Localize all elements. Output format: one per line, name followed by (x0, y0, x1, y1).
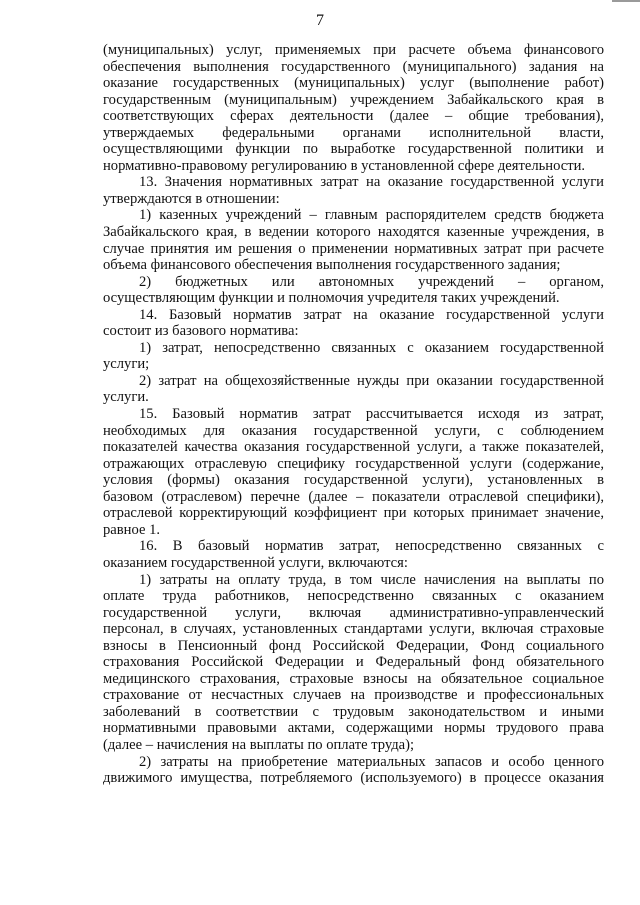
text-line: Забайкальского края, в ведении которого находятся казенные учреждения, в (103, 224, 604, 241)
text-line: 2) бюджетных или автономных учреждений – органом, (139, 273, 604, 290)
text-line: обеспечения выполнения государственного (муниципального) задания на (103, 58, 604, 75)
text-line: заболеваний в соответствии с трудовым законодательством и иными (103, 703, 604, 720)
text-line: состоит из базового норматива: (103, 323, 299, 340)
text-line: нормативными правовыми актами, содержащими нормы трудового права (103, 720, 604, 737)
text-line: утверждаемых федеральными органами исполнительной власти, (103, 124, 604, 141)
text-line: (муниципальных) услуг, применяемых при расчете объема финансового (103, 42, 604, 58)
text-line: 14. Базовый норматив затрат на оказание государственной услуги (139, 306, 604, 323)
text-line: государственной услуги, включая административно-управленческий (103, 604, 604, 621)
text-line: (далее – начисления на выплаты по оплате труда); (103, 736, 415, 753)
text-line: оказание государственных (муниципальных) услуг (выполнение работ) (103, 75, 604, 92)
text-line: отражающих отраслевую специфику государственной услуги (содержание, (103, 455, 604, 472)
text-line: утверждаются в отношении: (103, 190, 280, 207)
text-line: 2) затраты на приобретение материальных запасов и особо ценного (139, 753, 604, 770)
text-line: показателей качества оказания государственной услуги, а также показателей, (103, 439, 604, 456)
text-line: 1) казенных учреждений – главным распорядителем средств бюджета (139, 207, 604, 224)
text-line: случае принятия им решения о применении нормативных затрат при расчете (103, 240, 604, 257)
text-line: объема финансового обеспечения выполнения государственного задания; (103, 257, 561, 274)
text-line: медицинского страхования, страховые взносы на обязательное социальное (103, 670, 604, 687)
document-body-text (103, 42, 604, 787)
text-line: необходимых для оказания государственной услуги, с соблюдением (103, 422, 604, 439)
text-line: страхование от несчастных случаев на производстве и профессиональных (103, 687, 604, 704)
text-line: осуществляющим функции и полномочия учредителя таких учреждений. (103, 290, 560, 307)
text-line: взносы в Пенсионный фонд Российской Федерации, Фонд социального (103, 637, 604, 654)
text-line: условия (формы) оказания государственной услуги), установленных в (103, 472, 604, 489)
text-line: осуществляющими функции по выработке государственной политики и (103, 141, 604, 158)
text-line: страхования Российской Федерации и Федеральный фонд обязательного (103, 654, 604, 671)
text-line: 16. В базовый норматив затрат, непосредственно связанных с (139, 538, 604, 555)
text-line: государственным (муниципальным) учреждением Забайкальского края в (103, 91, 604, 108)
text-line: равное 1. (103, 521, 161, 538)
text-line: оказанием государственной услуги, включаются: (103, 554, 408, 571)
text-line: 2) затрат на общехозяйственные нужды при оказании государственной (139, 372, 604, 389)
text-line: 15. Базовый норматив затрат рассчитывается исходя из затрат, (139, 406, 604, 423)
page-number: 7 (316, 12, 324, 29)
text-line: базовом (отраслевом) перечне (далее – показатели отраслевой специфики), (103, 488, 604, 505)
text-line: отраслевой корректирующий коэффициент при которых принимает значение, (103, 505, 604, 522)
text-line: соответствующих сферах деятельности (далее – общие требования), (103, 108, 604, 125)
text-line: 1) затраты на оплату труда, в том числе начисления на выплаты по (139, 571, 604, 588)
text-line: услуги. (103, 389, 149, 406)
text-line: услуги; (103, 356, 150, 373)
scan-corner-mark (612, 0, 640, 2)
text-line: 1) затрат, непосредственно связанных с оказанием государственной (139, 339, 604, 356)
text-line: движимого имущества, потребляемого (используемого) в процессе оказания (103, 770, 604, 787)
text-line: 13. Значения нормативных затрат на оказание государственной услуги (139, 174, 604, 191)
text-line: нормативно-правовому регулированию в установленной сфере деятельности. (103, 157, 586, 174)
text-line: оплате труда работников, непосредственно связанных с оказанием (103, 588, 604, 605)
text-line: персонал, в случаях, установленных стандартами услуги, включая страховые (103, 621, 604, 638)
